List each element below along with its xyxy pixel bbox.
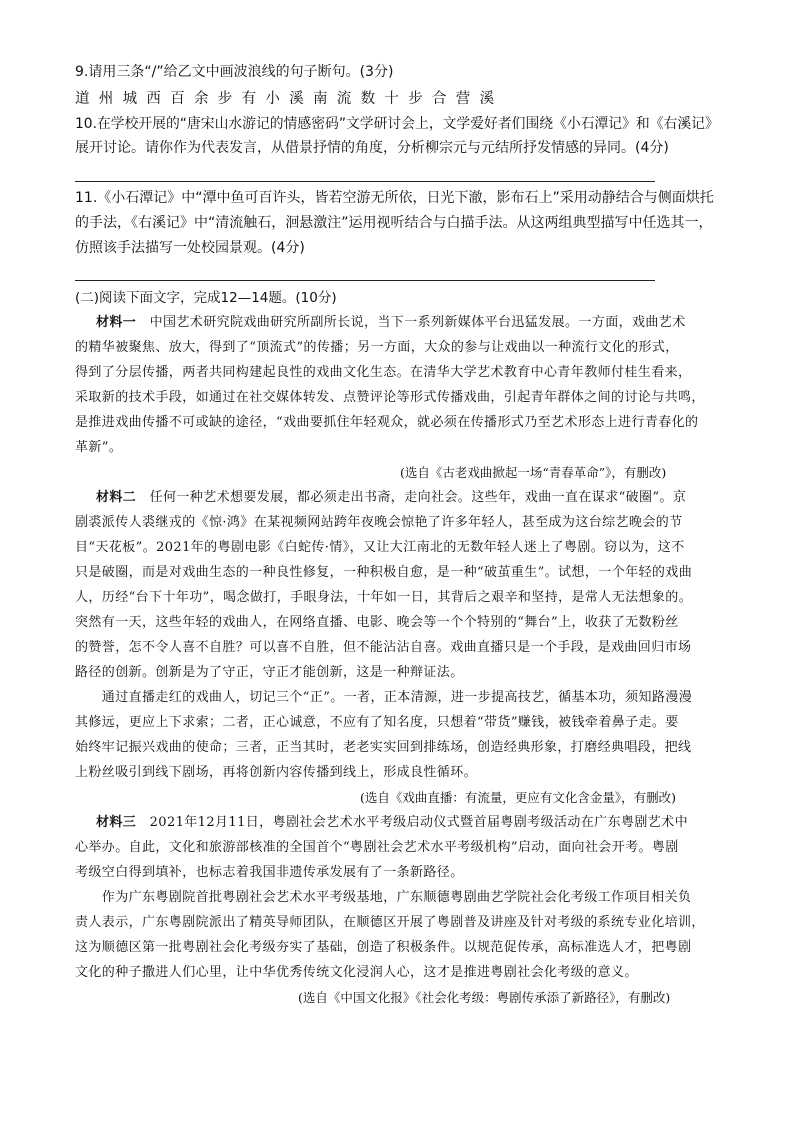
question-9-character-row: 道州城西百余步有小溪南流数十步合营溪 (75, 91, 504, 107)
question-11-line-3: 仿照该手法描写一处校园景观。(4分) (75, 240, 305, 256)
question-10-line-1: 10.在学校开展的“唐宋山水游记的情感密码”文学研讨会上，文学爱好者们围绕《小石潭记》和《右溪记》 (75, 116, 719, 132)
material-1-line-2: 的精华被聚焦、放大，得到了“顶流式”的传播；另一方面，大众的参与让戏曲以一种流行文化的形式， (75, 340, 679, 355)
material-3-label: 材料三 (96, 815, 137, 830)
material-2-line-5: 人，历经“台下十年功”，喝念做打，手眼身法，十年如一日，其背后之艰辛和坚持，是常人无法想象的。 (75, 590, 693, 605)
material-2-para-2-line-4: 上粉丝吸引到线下剧场，再将创新内容传播到线上，形成良性循环。 (75, 765, 478, 780)
material-2-line-1: 材料二 任何一种艺术想要发展，都必须走出书斋，走向社会。这些年，戏曲一直在谋求“破圈”。京 (96, 490, 687, 505)
material-3-line-3: 考级空白得到填补，也标志着我国非遗传承发展有了一条新路径。 (75, 865, 464, 880)
question-11-line-2: 的手法，《右溪记》中“清流触石，洄悬激注”运用视听结合与白描手法。从这两组典型描写中任选其一， (75, 215, 713, 231)
material-2-para-2-line-2: 其修远，更应上下求索；二者，正心诚意，不应有了知名度，只想着“带货”赚钱，被钱牵着鼻子走。要 (75, 715, 679, 730)
material-2-line-7: 的赞誉，怎不令人喜不自胜？可以喜不自胜，但不能沾沾自喜。戏曲直播只是一个手段，是戏曲回归市场 (75, 640, 692, 655)
material-3-para-2-line-4: 文化的种子撒进人们心里，让中华优秀传统文化浸润人心，这才是推进粤剧社会化考级的意义。 (75, 965, 638, 980)
material-1-line-5: 是推进戏曲传播不可或缺的途径，“戏曲要抓住年轻观众，就必须在传播形式乃至艺术形态上进行青春化的 (75, 415, 699, 430)
question-10-line-2: 展开讨论。请你作为代表发言，从借景抒情的角度，分析柳宗元与元结所抒发情感的异同。(4分) (75, 140, 669, 156)
material-2-line-8: 路径的创新。创新是为了守正，守正才能创新，这是一种辩证法。 (75, 665, 464, 680)
material-1-source: (选自《古老戏曲掀起一场“青春革命”》，有删改) (400, 465, 667, 480)
question-9: 9.请用三条“/”给乙文中画波浪线的句子断句。(3分) (75, 64, 394, 80)
material-3-para-2-line-3: 这为顺德区第一批粤剧社会化考级夯实了基础，创造了积极条件。以规范促传承，高标准选人才，把粤剧 (75, 940, 692, 955)
material-1-line-1: 材料一 中国艺术研究院戏曲研究所副所长说，当下一系列新媒体平台迅猛发展。一方面，戏曲艺术 (96, 315, 686, 330)
material-2-para-2-line-1: 通过直播走红的戏曲人，切记三个“正”。一者，正本清源，进一步提高技艺，循基本功，须知路漫漫 (75, 690, 693, 705)
material-3-para-2-line-2: 责人表示，广东粤剧院派出了精英导师团队，在顺德区开展了粤剧普及讲座及针对考级的系统专业化培训， (75, 915, 705, 930)
material-2-label: 材料二 (96, 490, 137, 505)
material-2-source: (选自《戏曲直播：有流量，更应有文化含金量》，有删改) (360, 790, 677, 805)
material-2-para-2-line-3: 始终牢记振兴戏曲的使命；三者，正当其时，老老实实回到排练场，创造经典形象，打磨经典唱段，把线 (75, 740, 692, 755)
question-11-line-1: 11.《小石潭记》中“潭中鱼可百许头，皆若空游无所依，日光下澈，影布石上”采用动静结合与侧面烘托 (75, 190, 714, 206)
material-1-label: 材料一 (96, 315, 137, 330)
material-1-line-6: 革新”。 (75, 440, 123, 455)
answer-line-10 (75, 181, 655, 182)
material-2-line-4: 只是破圈，而是对戏曲生态的一种良性修复，一种积极自愈，是一种“破茧重生”。试想，一个年轻的戏曲 (75, 565, 693, 580)
answer-line-11 (75, 280, 655, 281)
material-3-line-1: 材料三 2021年12月11日，粤剧社会艺术水平考级启动仪式暨首届粤剧考级活动在广东粤剧艺术中 (96, 815, 688, 830)
material-2-line-6: 突然有一天，这些年轻的戏曲人，在网络直播、电影、晚会等一个个特别的“舞台”上，收获了无数粉丝 (75, 615, 679, 630)
material-3-para-2-line-1: 作为广东粤剧院首批粤剧社会艺术水平考级基地，广东顺德粤剧曲艺学院社会化考级工作项目相关负 (75, 890, 692, 905)
material-1-line-3: 得到了分层传播，两者共同构建起良性的戏曲文化生态。在清华大学艺术教育中心青年教师付桂生看来， (75, 365, 692, 380)
material-2-line-2: 剧裘派传人裘继戎的《惊·鸿》在某视频网站跨年夜晚会惊艳了许多年轻人，甚至成为这台综艺晚会的节 (75, 515, 683, 530)
material-3-line-2: 心举办。自此，文化和旅游部核准的全国首个“粤剧社会艺术水平考级机构”启动，面向社会开考。粤剧 (75, 840, 679, 855)
section-2-heading: (二)阅读下面文字，完成12—14题。(10分) (75, 290, 337, 306)
material-1-line-4: 采取新的技术手段，如通过在社交媒体转发、点赞评论等形式传播戏曲，引起青年群体之间的讨论与共鸣， (75, 390, 705, 405)
material-2-line-3: 目“天花板”。2021年的粤剧电影《白蛇传·情》，又让大江南北的无数年轻人迷上了粤剧。窃以为，这不 (75, 540, 685, 555)
material-3-source: (选自《中国文化报》《社会化考级：粤剧传承添了新路径》，有删改) (298, 990, 671, 1005)
